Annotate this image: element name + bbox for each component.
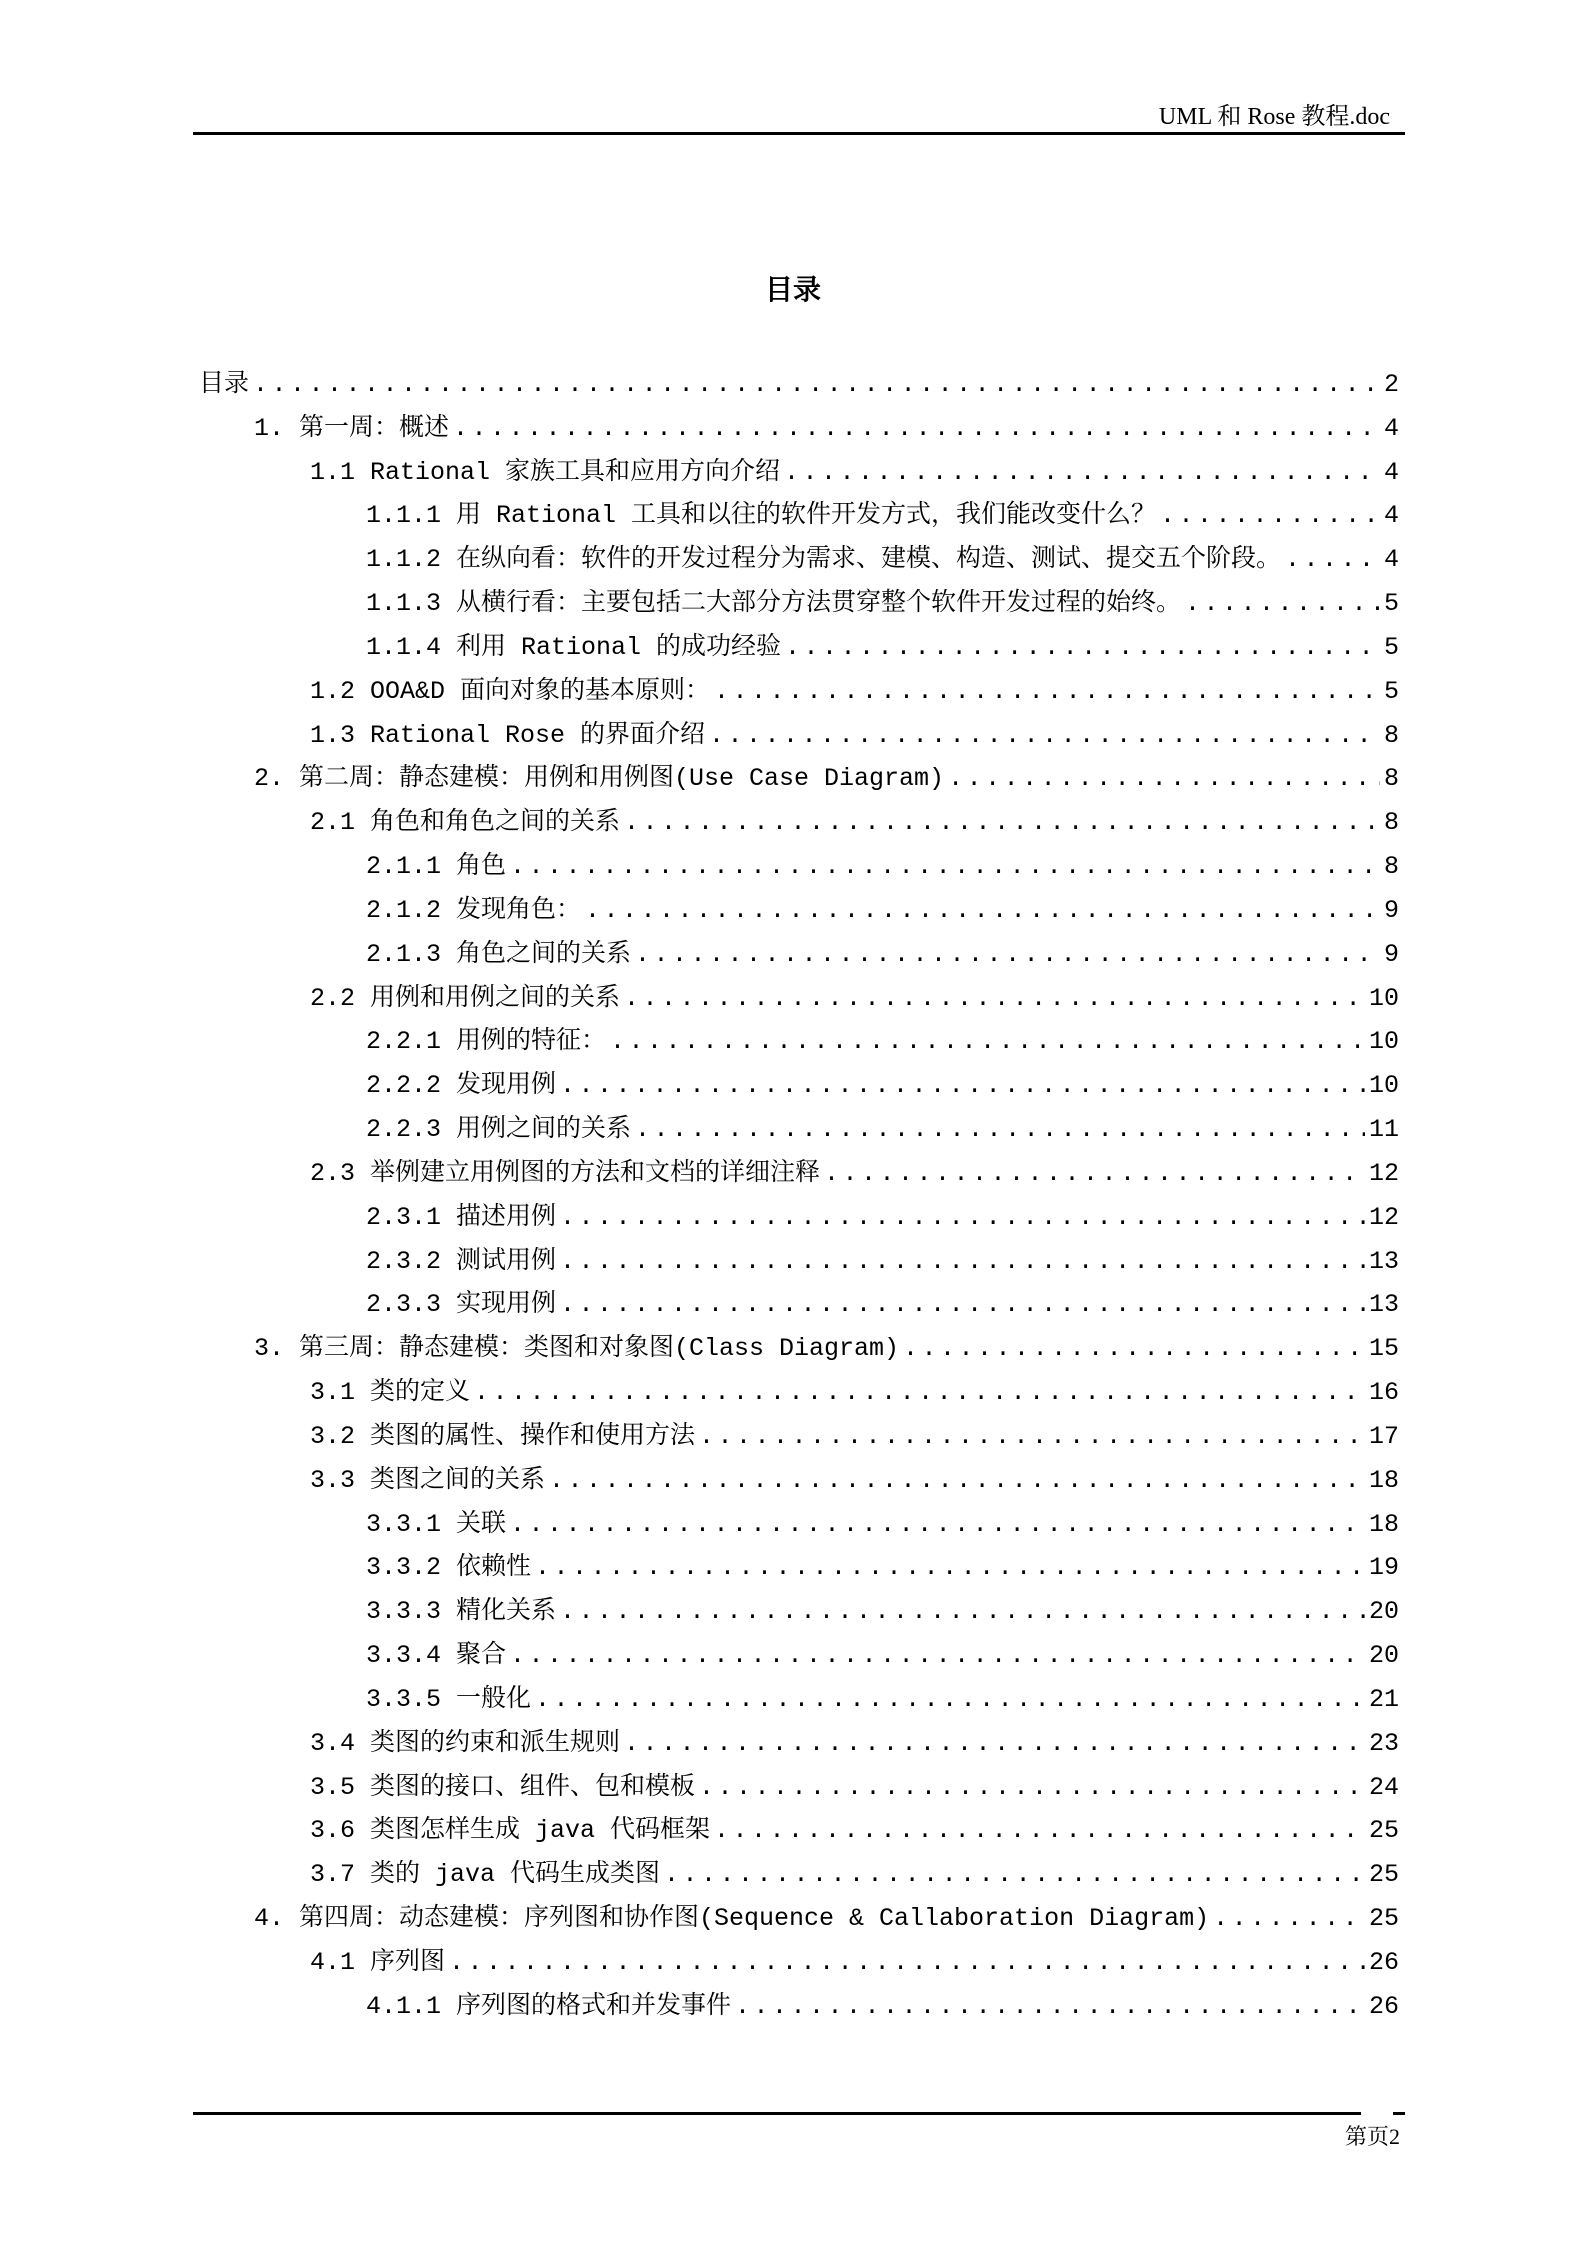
toc-entry[interactable] [199,363,1399,407]
toc-entry-label: 2.3.2 测试用例 [366,1246,557,1276]
toc-entry-label: 3.5 类图的接口、组件、包和模板 [310,1772,696,1802]
toc-entry-page: 11 [1368,1115,1399,1145]
toc-entry-page: 25 [1368,1860,1399,1890]
toc-entry-label: 4.1.1 序列图的格式和并发事件 [366,1991,732,2021]
toc-entry[interactable] [199,757,1399,801]
toc-entry[interactable] [199,933,1399,977]
toc-dot-leader [560,1064,1365,1108]
toc-entry[interactable] [199,494,1399,538]
toc-entry-label: 2.1.3 角色之间的关系 [366,939,632,969]
footer-rule-end [1393,2112,1405,2115]
toc-entry[interactable] [199,582,1399,626]
toc-entry-page: 5 [1383,676,1399,706]
toc-dot-leader [624,801,1380,845]
toc-dot-leader [903,1327,1365,1371]
toc-dot-leader [560,1590,1365,1634]
toc-entry[interactable] [199,1546,1399,1590]
toc-entry[interactable] [199,1766,1399,1810]
toc-entry[interactable] [199,1590,1399,1634]
footer-rule [193,2112,1361,2115]
toc-entry[interactable] [199,1459,1399,1503]
toc-entry-page: 26 [1368,1991,1399,2021]
toc-entry-page: 5 [1383,589,1399,619]
toc-entry-label: 2.2 用例和用例之间的关系 [310,983,621,1013]
toc-dot-leader [253,363,1380,407]
toc-entry-page: 5 [1383,632,1399,662]
toc-dot-leader [1160,494,1380,538]
toc-entry[interactable] [199,889,1399,933]
toc-entry[interactable] [199,1897,1399,1941]
toc-entry-page: 18 [1368,1465,1399,1495]
toc-dot-leader [635,933,1380,977]
toc-entry-label: 1.1.2 在纵向看：软件的开发过程分为需求、建模、构造、测试、提交五个阶段。 [366,545,1282,575]
toc-entry-page: 8 [1383,720,1399,750]
toc-entry-page: 25 [1368,1816,1399,1846]
toc-entry-page: 4 [1383,545,1399,575]
toc-entry-page: 8 [1383,764,1399,794]
toc-entry-page: 8 [1383,808,1399,838]
toc-entry-label: 2.2.1 用例的特征： [366,1027,607,1057]
toc-entry-page: 17 [1368,1421,1399,1451]
toc-entry-label: 1.3 Rational Rose 的界面介绍 [310,720,706,750]
toc-dot-leader [510,1634,1365,1678]
toc-entry[interactable] [199,801,1399,845]
toc-entry-page: 13 [1368,1290,1399,1320]
toc-entry-label: 3.3.2 依赖性 [366,1553,532,1583]
toc-entry-label: 2.3 举例建立用例图的方法和文档的详细注释 [310,1158,821,1188]
toc-entry[interactable] [199,626,1399,670]
toc-entry-label: 3.3.4 聚合 [366,1641,507,1671]
toc-entry[interactable] [199,538,1399,582]
toc-entry-page: 18 [1368,1509,1399,1539]
toc-dot-leader [585,889,1380,933]
toc-entry-page: 10 [1368,983,1399,1013]
toc-entry[interactable] [199,407,1399,451]
toc-dot-leader [714,670,1380,714]
toc-entry-page: 2 [1383,370,1399,399]
toc-entry-page: 20 [1368,1641,1399,1671]
toc-dot-leader [714,1809,1365,1853]
toc-dot-leader [624,1722,1365,1766]
toc-entry-label: 1.1 Rational 家族工具和应用方向介绍 [310,457,781,487]
toc-dot-leader [785,626,1380,670]
toc-entry-label: 3.7 类的 java 代码生成类图 [310,1860,661,1890]
toc-entry-label: 3.3.3 精化关系 [366,1597,557,1627]
toc-entry-label: 3.1 类的定义 [310,1378,471,1408]
toc-dot-leader [560,1283,1365,1327]
toc-entry[interactable] [199,845,1399,889]
toc-dot-leader [664,1853,1365,1897]
toc-dot-leader [474,1371,1365,1415]
toc-entry-page: 12 [1368,1158,1399,1188]
toc-entry[interactable] [199,1634,1399,1678]
toc-entry-label: 3.3.5 一般化 [366,1684,532,1714]
toc-entry-label: 3.4 类图的约束和派生规则 [310,1728,621,1758]
toc-entry-label: 4.1 序列图 [310,1947,446,1977]
toc-entry-label: 2.1.1 角色 [366,852,507,882]
toc-dot-leader [560,1240,1365,1284]
toc-entry-label: 2.3.3 实现用例 [366,1290,557,1320]
toc-entry-label: 2.3.1 描述用例 [366,1202,557,1232]
toc-entry-label: 2.2.3 用例之间的关系 [366,1115,632,1145]
toc-entry-page: 16 [1368,1378,1399,1408]
toc-entry-label: 2.1.2 发现角色： [366,895,582,925]
toc-entry[interactable] [199,1415,1399,1459]
toc-entry[interactable] [199,1327,1399,1371]
toc-entry-page: 12 [1368,1202,1399,1232]
toc-entry-label: 1.1.4 利用 Rational 的成功经验 [366,632,782,662]
toc-entry-page: 13 [1368,1246,1399,1276]
toc-entry[interactable] [199,1809,1399,1853]
toc-entry-label: 4. 第四周：动态建模：序列图和协作图(Sequence & Callaboration Diagram) [254,1903,1210,1933]
toc-dot-leader [560,1196,1365,1240]
toc-entry-page: 10 [1368,1071,1399,1101]
toc-dot-leader [449,1941,1365,1985]
toc-entry-label: 1. 第一周：概述 [254,413,450,443]
toc-entry-page: 24 [1368,1772,1399,1802]
toc-dot-leader [699,1766,1365,1810]
toc-entry-page: 9 [1383,895,1399,925]
toc-dot-leader [699,1415,1365,1459]
toc-dot-leader [709,714,1380,758]
toc-entry[interactable] [199,1678,1399,1722]
toc-entry-label: 3.3 类图之间的关系 [310,1465,546,1495]
toc-dot-leader [1185,582,1380,626]
toc-dot-leader [784,451,1380,495]
toc-title: 目录 [764,273,821,306]
toc-entry-label: 2.1 角色和角色之间的关系 [310,808,621,838]
toc-entry-label: 3.6 类图怎样生成 java 代码框架 [310,1816,711,1846]
toc-entry-page: 21 [1368,1684,1399,1714]
footer-page-number: 第页2 [1344,2124,1400,2149]
toc-dot-leader [635,1108,1365,1152]
toc-entry[interactable] [199,1020,1399,1064]
toc-entry-page: 4 [1383,457,1399,487]
toc-entry-page: 15 [1368,1334,1399,1364]
table-of-contents [199,363,1399,2028]
toc-entry-page: 4 [1383,413,1399,443]
toc-entry-label: 3. 第三周：静态建模：类图和对象图(Class Diagram) [254,1334,900,1364]
toc-entry-label: 3.3.1 关联 [366,1509,507,1539]
toc-dot-leader [510,845,1380,889]
toc-entry-label: 2. 第二周：静态建模：用例和用例图(Use Case Diagram) [254,764,945,794]
toc-entry-page: 19 [1368,1553,1399,1583]
header-doc-title: UML 和 Rose 教程.doc [1158,104,1390,130]
toc-entry-label: 1.2 OOA&D 面向对象的基本原则： [310,676,711,706]
toc-entry[interactable] [199,1371,1399,1415]
toc-dot-leader [948,757,1380,801]
toc-dot-leader [1285,538,1380,582]
toc-entry[interactable] [199,1283,1399,1327]
toc-entry[interactable] [199,714,1399,758]
toc-entry-label: 1.1.3 从横行看：主要包括二大部分方法贯穿整个软件开发过程的始终。 [366,589,1182,619]
toc-dot-leader [535,1546,1365,1590]
toc-dot-leader [824,1152,1365,1196]
toc-entry[interactable] [199,1196,1399,1240]
toc-dot-leader [610,1020,1365,1064]
toc-entry-page: 9 [1383,939,1399,969]
toc-dot-leader [453,407,1380,451]
toc-entry[interactable] [199,670,1399,714]
toc-dot-leader [1213,1897,1365,1941]
toc-dot-leader [735,1985,1365,2029]
toc-entry-page: 4 [1383,501,1399,531]
toc-entry[interactable] [199,1941,1399,1985]
header-rule [193,132,1405,135]
toc-entry[interactable] [199,1064,1399,1108]
toc-entry-page: 25 [1368,1903,1399,1933]
toc-dot-leader [535,1678,1365,1722]
toc-entry-page: 20 [1368,1597,1399,1627]
toc-dot-leader [510,1503,1365,1547]
toc-entry-label: 2.2.2 发现用例 [366,1071,557,1101]
toc-entry-page: 23 [1368,1728,1399,1758]
toc-dot-leader [549,1459,1365,1503]
toc-entry[interactable] [199,1152,1399,1196]
toc-entry[interactable] [199,1240,1399,1284]
toc-entry[interactable] [199,451,1399,495]
toc-entry-label: 3.2 类图的属性、操作和使用方法 [310,1421,696,1451]
toc-entry-page: 10 [1368,1027,1399,1057]
toc-entry[interactable] [199,1108,1399,1152]
toc-entry[interactable] [199,1722,1399,1766]
toc-entry[interactable] [199,1503,1399,1547]
toc-entry[interactable] [199,977,1399,1021]
toc-dot-leader [624,977,1365,1021]
toc-entry-page: 8 [1383,852,1399,882]
toc-entry-label: 1.1.1 用 Rational 工具和以往的软件开发方式，我们能改变什么？ [366,501,1157,531]
toc-entry-label: 目录 [199,370,250,399]
toc-entry[interactable] [199,1985,1399,2029]
toc-entry-page: 26 [1368,1947,1399,1977]
toc-entry[interactable] [199,1853,1399,1897]
